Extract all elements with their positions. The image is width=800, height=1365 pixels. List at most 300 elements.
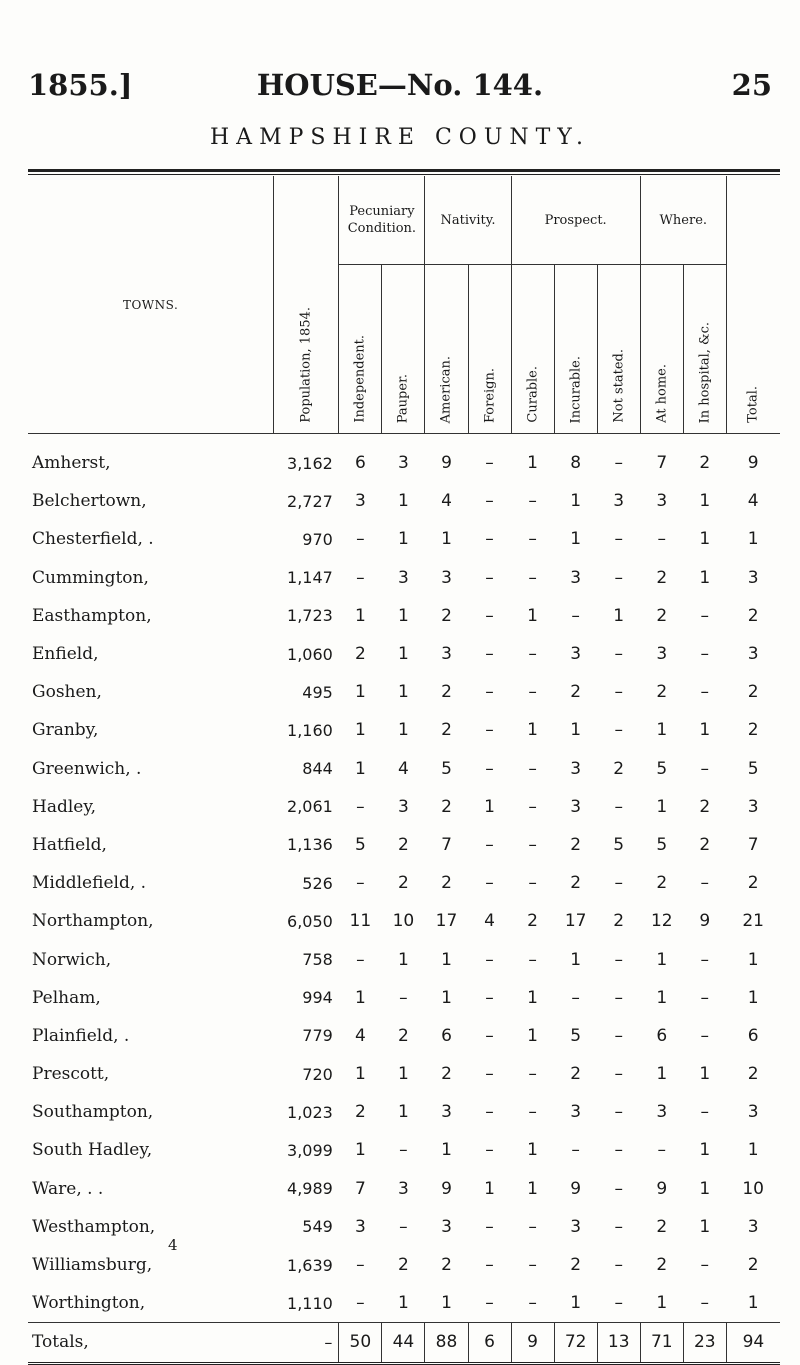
value-cell: – bbox=[614, 720, 623, 741]
table-row bbox=[28, 1246, 780, 1284]
header-group-row bbox=[28, 176, 780, 265]
totals-row bbox=[28, 1323, 780, 1363]
value-cell: 7 bbox=[441, 834, 452, 855]
town-name: Cummington, bbox=[32, 567, 149, 588]
table-body bbox=[28, 434, 780, 1364]
value-cell: 1 bbox=[570, 1293, 582, 1314]
value-cell: – bbox=[485, 453, 494, 474]
at-home-header bbox=[640, 265, 683, 434]
not-stated-header bbox=[597, 265, 640, 434]
value-cell: 2 bbox=[398, 1025, 409, 1046]
value-cell: 2 bbox=[747, 720, 759, 741]
value-cell: 1 bbox=[398, 949, 409, 970]
value-cell: 1 bbox=[398, 1293, 409, 1314]
value-cell: 2 bbox=[699, 796, 711, 817]
value-cell: 2 bbox=[656, 682, 668, 703]
value-cell: – bbox=[614, 796, 623, 817]
town-name: Williamsburg, bbox=[32, 1255, 153, 1276]
value-cell: 1 bbox=[699, 1064, 711, 1085]
value-cell: – bbox=[528, 1064, 537, 1085]
value-cell: – bbox=[700, 1025, 710, 1046]
running-head-year: 1855.] bbox=[28, 68, 133, 102]
value-cell: 5 bbox=[441, 758, 452, 779]
value-cell: 1 bbox=[527, 1178, 538, 1199]
value-cell: 1 bbox=[398, 682, 409, 703]
value-cell: 1 bbox=[354, 682, 366, 703]
value-cell: 9 bbox=[570, 1178, 582, 1199]
value-cell: 3 bbox=[570, 567, 582, 588]
table-row bbox=[28, 482, 780, 520]
town-name: Enfield, bbox=[32, 644, 99, 665]
population-cell: 549 bbox=[302, 1217, 333, 1237]
value-cell: – bbox=[571, 1140, 580, 1161]
statistics-table bbox=[28, 176, 780, 1365]
town-name: Goshen, bbox=[32, 682, 102, 703]
value-cell: 3 bbox=[570, 1102, 582, 1123]
value-cell: 1 bbox=[398, 1102, 409, 1123]
population-cell: 2,061 bbox=[287, 797, 333, 817]
value-cell: – bbox=[485, 1140, 494, 1161]
value-cell: 2 bbox=[747, 1255, 759, 1276]
value-cell: – bbox=[528, 491, 537, 512]
value-cell: 2 bbox=[570, 1255, 582, 1276]
value-cell: 6 bbox=[747, 1025, 759, 1046]
value-cell: 1 bbox=[398, 644, 409, 665]
value-cell: 2 bbox=[354, 644, 366, 665]
value-cell: 9 bbox=[747, 453, 759, 474]
value-cell: – bbox=[700, 949, 710, 970]
population-cell: 1,147 bbox=[287, 568, 333, 588]
value-cell: – bbox=[700, 682, 710, 703]
value-cell: 71 bbox=[640, 1323, 683, 1363]
value-cell: – bbox=[614, 1025, 623, 1046]
value-cell: – bbox=[528, 567, 537, 588]
value-cell: 2 bbox=[441, 1064, 452, 1085]
value-cell: 1 bbox=[656, 987, 668, 1008]
value-cell: 5 bbox=[656, 758, 668, 779]
value-cell: 2 bbox=[747, 682, 759, 703]
town-name: Norwich, bbox=[32, 949, 112, 970]
value-cell: 2 bbox=[398, 873, 409, 894]
value-cell: 3 bbox=[570, 1216, 582, 1237]
table-row bbox=[28, 711, 780, 749]
population-cell: 6,050 bbox=[287, 911, 333, 931]
title-rule-thin bbox=[28, 174, 780, 175]
population-cell: 2,727 bbox=[287, 491, 333, 511]
value-cell: – bbox=[485, 987, 494, 1008]
town-name: Plainfield, . bbox=[32, 1025, 130, 1046]
title-rule-thick bbox=[28, 169, 780, 172]
population-cell: 970 bbox=[302, 529, 333, 549]
value-cell: 1 bbox=[656, 949, 668, 970]
value-cell: 1 bbox=[354, 605, 366, 626]
town-name: Pelham, bbox=[32, 987, 101, 1008]
value-cell: 1 bbox=[570, 949, 582, 970]
in-hospital-header-label: In hospital, &c. bbox=[697, 321, 713, 423]
town-name: Hatfield, bbox=[32, 834, 107, 855]
value-cell: – bbox=[528, 682, 537, 703]
not-stated-header-label: Not stated. bbox=[611, 349, 627, 423]
value-cell: 94 bbox=[726, 1323, 780, 1363]
table-row bbox=[28, 788, 780, 826]
value-cell: 2 bbox=[570, 834, 582, 855]
value-cell: 6 bbox=[468, 1323, 511, 1363]
value-cell: 4 bbox=[398, 758, 409, 779]
value-cell: 1 bbox=[484, 796, 495, 817]
table-row bbox=[28, 673, 780, 711]
value-cell: – bbox=[485, 834, 494, 855]
value-cell: 1 bbox=[747, 949, 759, 970]
totals-label: Totals, bbox=[28, 1323, 274, 1363]
page-title: HAMPSHIRE COUNTY. bbox=[210, 125, 590, 150]
value-cell: – bbox=[485, 682, 494, 703]
value-cell: 10 bbox=[392, 911, 415, 932]
value-cell: 2 bbox=[613, 758, 625, 779]
value-cell: – bbox=[528, 949, 537, 970]
value-cell: 9 bbox=[511, 1323, 554, 1363]
value-cell: 3 bbox=[398, 567, 409, 588]
value-cell: – bbox=[399, 1140, 408, 1161]
value-cell: – bbox=[485, 1293, 494, 1314]
population-cell: 720 bbox=[302, 1064, 333, 1084]
value-cell: 50 bbox=[339, 1323, 382, 1363]
value-cell: – bbox=[657, 529, 666, 550]
value-cell: 3 bbox=[747, 644, 759, 665]
value-cell: 1 bbox=[747, 987, 759, 1008]
value-cell: 5 bbox=[354, 834, 366, 855]
value-cell: 2 bbox=[613, 911, 625, 932]
incurable-header bbox=[554, 265, 597, 434]
value-cell: 3 bbox=[398, 1178, 409, 1199]
value-cell: 3 bbox=[613, 491, 625, 512]
value-cell: 1 bbox=[441, 987, 452, 1008]
value-cell: 1 bbox=[354, 758, 366, 779]
value-cell: 2 bbox=[527, 911, 538, 932]
value-cell: 17 bbox=[564, 911, 587, 932]
value-cell: – bbox=[614, 1140, 623, 1161]
town-name: Chesterfield, . bbox=[32, 529, 154, 550]
value-cell: 3 bbox=[656, 644, 668, 665]
running-head-document: HOUSE—No. 144. bbox=[256, 68, 544, 102]
value-cell: 3 bbox=[398, 796, 409, 817]
value-cell: – bbox=[485, 644, 494, 665]
value-cell: – bbox=[614, 1064, 623, 1085]
table-row bbox=[28, 434, 780, 483]
value-cell: 1 bbox=[699, 1140, 711, 1161]
value-cell: – bbox=[700, 987, 710, 1008]
value-cell: – bbox=[485, 1064, 494, 1085]
value-cell: 2 bbox=[656, 1216, 668, 1237]
population-cell: 1,110 bbox=[287, 1293, 333, 1313]
value-cell: 2 bbox=[699, 834, 711, 855]
table-row bbox=[28, 979, 780, 1017]
value-cell: – bbox=[614, 987, 623, 1008]
value-cell: – bbox=[614, 1178, 623, 1199]
value-cell: – bbox=[614, 453, 623, 474]
value-cell: – bbox=[700, 758, 710, 779]
value-cell: – bbox=[356, 949, 365, 970]
value-cell: 3 bbox=[570, 796, 582, 817]
value-cell: 1 bbox=[441, 1293, 452, 1314]
value-cell: 3 bbox=[354, 491, 366, 512]
value-cell: 3 bbox=[441, 644, 452, 665]
value-cell: 4 bbox=[747, 491, 759, 512]
population-cell: 779 bbox=[302, 1026, 333, 1046]
table-row bbox=[28, 1208, 780, 1246]
value-cell: 3 bbox=[747, 1102, 759, 1123]
table-row bbox=[28, 1017, 780, 1055]
value-cell: 1 bbox=[398, 720, 409, 741]
value-cell: 2 bbox=[570, 682, 582, 703]
value-cell: 3 bbox=[441, 567, 452, 588]
american-header-label: American. bbox=[438, 355, 454, 423]
value-cell: – bbox=[700, 1293, 710, 1314]
population-header-label: Population, 1854. bbox=[298, 307, 314, 423]
value-cell: – bbox=[614, 529, 623, 550]
value-cell: 1 bbox=[656, 1064, 668, 1085]
value-cell: – bbox=[356, 1255, 365, 1276]
value-cell: 2 bbox=[398, 834, 409, 855]
value-cell: 9 bbox=[656, 1178, 668, 1199]
in-hospital-header bbox=[683, 265, 726, 434]
value-cell: – bbox=[571, 605, 580, 626]
value-cell: 1 bbox=[527, 605, 538, 626]
value-cell: 2 bbox=[441, 1255, 452, 1276]
value-cell: 1 bbox=[527, 720, 538, 741]
value-cell: 23 bbox=[683, 1323, 726, 1363]
value-cell: – bbox=[485, 605, 494, 626]
population-cell: 3,099 bbox=[287, 1140, 333, 1160]
total-header-label: Total. bbox=[745, 386, 761, 423]
value-cell: 5 bbox=[656, 834, 668, 855]
value-cell: 3 bbox=[441, 1102, 452, 1123]
value-cell: 11 bbox=[349, 911, 372, 932]
value-cell: 1 bbox=[441, 529, 452, 550]
value-cell: – bbox=[700, 873, 710, 894]
table-row bbox=[28, 826, 780, 864]
value-cell: – bbox=[614, 682, 623, 703]
value-cell: 5 bbox=[613, 834, 625, 855]
town-name: Southampton, bbox=[32, 1102, 154, 1123]
value-cell: 1 bbox=[441, 949, 452, 970]
value-cell: 1 bbox=[484, 1178, 495, 1199]
population-cell: 1,060 bbox=[287, 644, 333, 664]
value-cell: 4 bbox=[441, 491, 452, 512]
value-cell: 2 bbox=[656, 1255, 668, 1276]
running-head bbox=[28, 68, 772, 104]
value-cell: 4 bbox=[354, 1025, 366, 1046]
table-row bbox=[28, 902, 780, 940]
value-cell: – bbox=[485, 720, 494, 741]
value-cell: – bbox=[528, 758, 537, 779]
value-cell: – bbox=[528, 873, 537, 894]
value-cell: 1 bbox=[656, 796, 668, 817]
value-cell: 8 bbox=[570, 453, 582, 474]
town-name: Amherst, bbox=[32, 453, 111, 474]
value-cell: 1 bbox=[570, 720, 582, 741]
population-cell: 844 bbox=[302, 759, 333, 779]
value-cell: 3 bbox=[747, 1216, 759, 1237]
table-row bbox=[28, 1170, 780, 1208]
value-cell: 2 bbox=[570, 873, 582, 894]
value-cell: – bbox=[528, 796, 537, 817]
value-cell: 3 bbox=[747, 796, 759, 817]
table-row bbox=[28, 864, 780, 902]
value-cell: 1 bbox=[354, 987, 366, 1008]
value-cell: 1 bbox=[354, 720, 366, 741]
value-cell: 2 bbox=[398, 1255, 409, 1276]
value-cell: – bbox=[356, 1293, 365, 1314]
value-cell: – bbox=[528, 1102, 537, 1123]
value-cell: – bbox=[485, 949, 494, 970]
town-name: Greenwich, . bbox=[32, 758, 142, 779]
value-cell: – bbox=[657, 1140, 666, 1161]
town-name: Northampton, bbox=[32, 911, 154, 932]
pauper-header bbox=[382, 265, 425, 434]
town-name: Prescott, bbox=[32, 1064, 110, 1085]
value-cell: – bbox=[528, 644, 537, 665]
pauper-header-label: Pauper. bbox=[395, 373, 411, 423]
value-cell: 1 bbox=[398, 529, 409, 550]
value-cell: 1 bbox=[656, 1293, 668, 1314]
towns-header: TOWNS. bbox=[28, 176, 274, 434]
total-header bbox=[726, 176, 780, 434]
town-name: Middlefield, . bbox=[32, 873, 147, 894]
value-cell: 1 bbox=[747, 1140, 759, 1161]
population-cell: 994 bbox=[302, 988, 333, 1008]
table-row bbox=[28, 520, 780, 558]
value-cell: 1 bbox=[398, 605, 409, 626]
foreign-header bbox=[468, 265, 511, 434]
value-cell: – bbox=[614, 1293, 623, 1314]
value-cell: – bbox=[356, 529, 365, 550]
value-cell: 3 bbox=[441, 1216, 452, 1237]
town-name: Granby, bbox=[32, 720, 99, 741]
town-name: Ware, . . bbox=[32, 1178, 104, 1199]
value-cell: – bbox=[528, 1293, 537, 1314]
town-name: Belchertown, bbox=[32, 491, 147, 512]
value-cell: – bbox=[528, 1255, 537, 1276]
value-cell: – bbox=[700, 644, 710, 665]
value-cell: – bbox=[528, 1216, 537, 1237]
value-cell: 2 bbox=[441, 682, 452, 703]
population-cell: 3,162 bbox=[287, 453, 333, 473]
value-cell: 2 bbox=[441, 796, 452, 817]
value-cell: 3 bbox=[398, 453, 409, 474]
value-cell: – bbox=[485, 1025, 494, 1046]
table-row bbox=[28, 750, 780, 788]
value-cell: – bbox=[528, 834, 537, 855]
value-cell: 3 bbox=[570, 644, 582, 665]
value-cell: 4 bbox=[484, 911, 495, 932]
value-cell: 3 bbox=[354, 1216, 366, 1237]
population-cell: – bbox=[274, 1323, 339, 1363]
value-cell: 2 bbox=[441, 605, 452, 626]
population-cell: 1,023 bbox=[287, 1102, 333, 1122]
value-cell: – bbox=[485, 1216, 494, 1237]
curable-header bbox=[511, 265, 554, 434]
value-cell: 2 bbox=[747, 873, 759, 894]
value-cell: 2 bbox=[747, 605, 759, 626]
value-cell: 2 bbox=[747, 1064, 759, 1085]
value-cell: 44 bbox=[382, 1323, 425, 1363]
table-row bbox=[28, 1055, 780, 1093]
table-row bbox=[28, 635, 780, 673]
value-cell: – bbox=[356, 873, 365, 894]
incurable-header-label: Incurable. bbox=[568, 355, 584, 423]
value-cell: – bbox=[356, 796, 365, 817]
value-cell: 1 bbox=[527, 1025, 538, 1046]
town-name: Easthampton, bbox=[32, 605, 152, 626]
value-cell: – bbox=[485, 529, 494, 550]
value-cell: – bbox=[485, 567, 494, 588]
value-cell: – bbox=[614, 644, 623, 665]
table-row bbox=[28, 1093, 780, 1131]
value-cell: 9 bbox=[699, 911, 711, 932]
value-cell: 72 bbox=[554, 1323, 597, 1363]
foreign-header-label: Foreign. bbox=[482, 367, 498, 423]
value-cell: – bbox=[700, 1102, 710, 1123]
independent-header bbox=[339, 265, 382, 434]
value-cell: 3 bbox=[747, 567, 759, 588]
value-cell: 1 bbox=[747, 1293, 759, 1314]
value-cell: 6 bbox=[441, 1025, 452, 1046]
value-cell: – bbox=[614, 873, 623, 894]
value-cell: 21 bbox=[742, 911, 764, 932]
value-cell: 1 bbox=[699, 491, 711, 512]
value-cell: 10 bbox=[742, 1178, 764, 1199]
value-cell: 1 bbox=[699, 567, 711, 588]
value-cell: 1 bbox=[747, 529, 759, 550]
value-cell: – bbox=[614, 1255, 623, 1276]
value-cell: 1 bbox=[527, 987, 538, 1008]
where-group-header: Where. bbox=[640, 176, 726, 265]
value-cell: – bbox=[356, 567, 365, 588]
value-cell: 1 bbox=[699, 1216, 711, 1237]
signature-mark: 4 bbox=[168, 1236, 178, 1254]
prospect-group-header: Prospect. bbox=[511, 176, 640, 265]
value-cell: 2 bbox=[441, 720, 452, 741]
american-header bbox=[425, 265, 468, 434]
population-cell: 1,160 bbox=[287, 720, 333, 740]
town-name: Westhampton, bbox=[32, 1216, 156, 1237]
population-header bbox=[274, 176, 339, 434]
town-name: South Hadley, bbox=[32, 1140, 153, 1161]
population-cell: 1,136 bbox=[287, 835, 333, 855]
value-cell: – bbox=[571, 987, 580, 1008]
town-name: Worthington, bbox=[32, 1293, 146, 1314]
value-cell: 1 bbox=[699, 720, 711, 741]
value-cell: 6 bbox=[354, 453, 366, 474]
value-cell: 1 bbox=[354, 1064, 366, 1085]
value-cell: – bbox=[485, 758, 494, 779]
value-cell: 88 bbox=[425, 1323, 468, 1363]
value-cell: 2 bbox=[699, 453, 711, 474]
population-cell: 526 bbox=[302, 873, 333, 893]
population-cell: 4,989 bbox=[287, 1179, 333, 1199]
value-cell: 5 bbox=[747, 758, 759, 779]
value-cell: – bbox=[399, 987, 408, 1008]
value-cell: 9 bbox=[441, 453, 452, 474]
value-cell: 1 bbox=[570, 491, 582, 512]
table-row bbox=[28, 597, 780, 635]
value-cell: – bbox=[528, 529, 537, 550]
value-cell: 2 bbox=[354, 1102, 366, 1123]
value-cell: 2 bbox=[441, 873, 452, 894]
value-cell: – bbox=[614, 1216, 623, 1237]
population-cell: 758 bbox=[302, 950, 333, 970]
curable-header-label: Curable. bbox=[525, 366, 541, 423]
